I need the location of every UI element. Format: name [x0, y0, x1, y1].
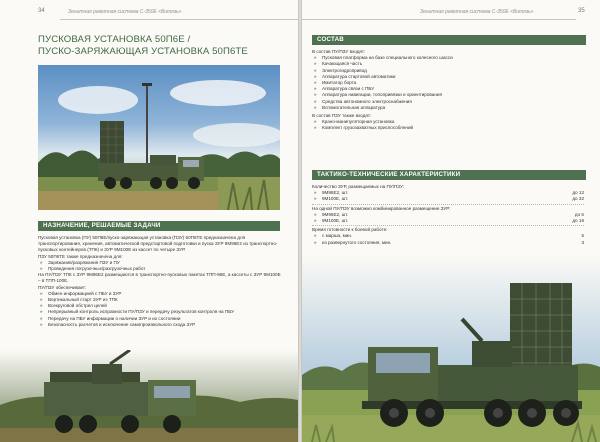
specs-table — [312, 184, 584, 246]
pzu-includes-item-1: » Комплект грузозахватных приспособлений — [312, 125, 584, 131]
includes-item-5: » Аппаратура связи с ПБУ — [312, 86, 584, 92]
spec-label: » 9М96Е2, шт. — [312, 190, 348, 196]
placement-paragraph: На ПУ/ПЗУ ТПК с ЗУР 9М96Е2 размещаются в транспортно-пусковых пакетах ТПП-96Е, а кассеты с ЗУР 9М100Е – в ТПП-100Е. — [38, 272, 281, 284]
left-running-title: Зенитная ракетная система С-350Е «Витязь» — [68, 9, 182, 15]
left-header-rule — [60, 19, 298, 20]
left-page-number: 34 — [38, 8, 45, 14]
spec-value: 5 — [581, 233, 584, 239]
spec-value: до 16 — [572, 217, 584, 223]
section-heading-purpose: НАЗНАЧЕНИЕ, РЕШАЕМЫЕ ЗАДАЧИ — [38, 221, 280, 231]
composition-text — [312, 49, 584, 132]
includes-item-8: » Вспомогательная аппаратура — [312, 105, 584, 111]
provides-line: ПУ/ПЗУ обеспечивает: — [38, 284, 87, 290]
includes-item-3: » Аппаратура стартовой автоматики — [312, 74, 584, 80]
provides-item-0: » Обмен информацией с ПБУ и ЗУР — [38, 291, 284, 297]
spec-value: до 32 — [572, 196, 584, 202]
launcher-photo-top — [38, 65, 280, 210]
intro-paragraph: Пусковая установка (ПУ) 50П6Е/пуско-заряжающая установка (ПЗУ) 50П6ТЕ предназначена для транспортирования, хранения, автоматической предстартовой подготовки и пуска ЗУР 9М96Е2 из транспортно-пусковых контейнеров (ТПК) и ЗУР 9М100Е из кассет по четыре ЗУР. — [38, 235, 278, 253]
includes-item-0: » Пусковая платформа на базе специального колесного шасси — [312, 55, 584, 61]
includes-item-4: » Имитатор борта — [312, 80, 584, 86]
launcher-photo-bottom — [0, 350, 298, 442]
page-title — [38, 34, 278, 58]
right-page — [302, 0, 600, 442]
pzu-item-1: » Проведения погрузочных/разгрузочных работ — [38, 266, 284, 272]
provides-item-5: » Безопасность расчетов и исключение самопроизвольного схода ЗУР — [38, 322, 284, 328]
pzu-includes-item-0: » Крано-манипуляторная установка — [312, 119, 584, 125]
includes-line: В состав ПУ/ПЗУ входят: — [312, 49, 366, 54]
includes-item-1: » Качающаяся часть — [312, 61, 584, 67]
spec-label: » с марша, мин. — [312, 233, 352, 239]
spec-row — [312, 196, 584, 202]
spec-value: до 12 — [572, 190, 584, 196]
includes-item-7: » Средства автономного электроснабжения — [312, 99, 584, 105]
right-header — [302, 6, 600, 20]
provides-item-3: » Непрерывный контроль исправности ПУ/ПЗУ и передачу результатов контроля на ПБУ — [38, 309, 284, 315]
provides-item-4: » Передачу на ПБУ информации о наличии ЗУР и их состоянии — [38, 316, 284, 322]
launcher-photo-right — [302, 255, 600, 442]
spec-label: Количество ЗУР, размещаемых на ПУ/ПЗУ: — [312, 184, 405, 189]
page-title-line1: ПУСКОВАЯ УСТАНОВКА 50П6Е / — [38, 34, 191, 45]
spec-label: На одной ПУ/ПЗУ возможно комбинированное размещение ЗУР: — [312, 205, 451, 211]
pzu-includes-line: В состав ПЗУ также входят: — [312, 113, 372, 119]
spec-row — [312, 218, 584, 224]
spec-label: Время готовности к боевой работе: — [312, 227, 388, 233]
left-body-text — [38, 235, 284, 328]
spec-value: 3 — [581, 239, 584, 245]
spec-row — [312, 240, 584, 246]
provides-item-1: » Вертикальный старт ЗУР из ТПК — [38, 297, 284, 303]
right-header-rule — [302, 19, 576, 20]
spec-label: » из развернутого состояния, мин. — [312, 240, 391, 246]
right-running-title: Зенитная ракетная система С-350Е «Витязь» — [420, 9, 534, 15]
right-page-number: 35 — [578, 8, 585, 14]
includes-item-2: » Электрогидропривод — [312, 68, 584, 74]
pzu-item-0: » Заряжания/разряжания ПЗУ и ПУ — [38, 260, 284, 266]
left-page — [0, 0, 298, 442]
spec-label: » 9М100Е, шт. — [312, 196, 348, 202]
provides-item-2: » Всекруговой обстрел целей — [38, 303, 284, 309]
spec-label: » 9М96Е2, шт. — [312, 212, 348, 218]
spec-divider — [312, 225, 584, 226]
includes-item-6: » Аппаратура навигации, топопривязки и ориентирования — [312, 92, 584, 98]
section-heading-specs: ТАКТИКО-ТЕХНИЧЕСКИЕ ХАРАКТЕРИСТИКИ — [312, 170, 586, 180]
pzu-purpose-line: ПЗУ 50П6ТЕ также предназначена для: — [38, 253, 123, 259]
left-header — [0, 6, 298, 20]
spec-divider — [312, 204, 584, 205]
spec-value: до 6 — [574, 211, 584, 217]
section-heading-composition: СОСТАВ — [312, 35, 586, 45]
page-title-line2: ПУСКО-ЗАРЯЖАЮЩАЯ УСТАНОВКА 50П6ТЕ — [38, 46, 248, 57]
spec-label: » 9М100Е, шт. — [312, 218, 348, 224]
